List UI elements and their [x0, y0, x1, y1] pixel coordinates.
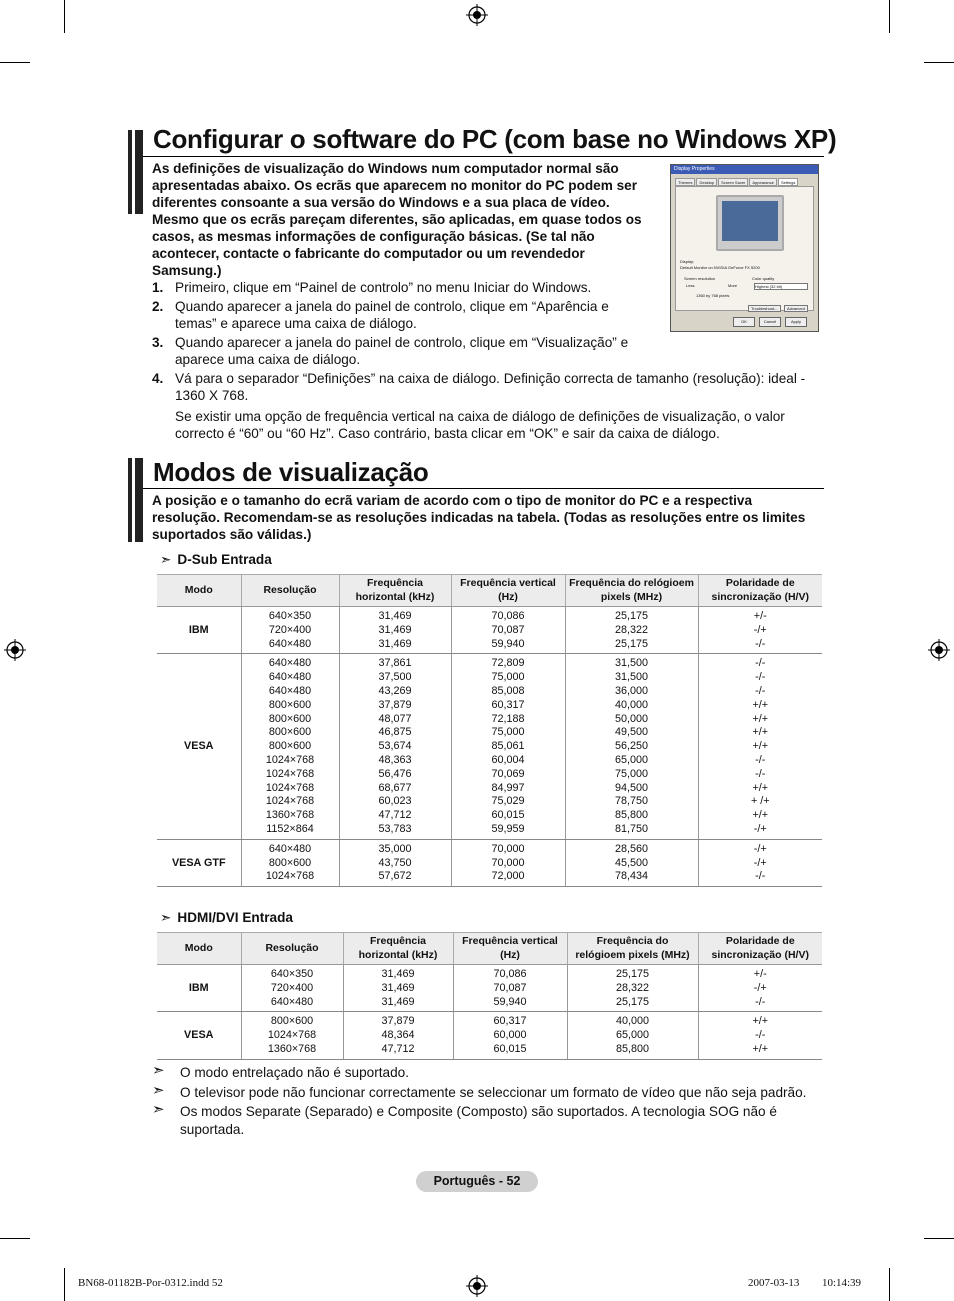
crop-mark: [924, 62, 954, 63]
pixel-clock-value: 25,175: [615, 968, 650, 980]
pixel-clock-value: 25,175: [614, 637, 649, 650]
h-freq-value: 48,363: [378, 753, 412, 766]
h-freq-value: 43,750: [378, 856, 412, 869]
polarity-cell: [698, 965, 822, 1012]
h-freq-value: 37,500: [378, 671, 412, 684]
ok-button: OK: [733, 317, 755, 327]
polarity-value: +/+: [752, 1015, 769, 1028]
v-freq-value: 75,000: [491, 671, 525, 684]
registration-mark-icon: [928, 639, 950, 661]
resolution-value: 720×400: [270, 981, 314, 994]
pixel-clock-value: 50,000: [614, 712, 649, 725]
resolution-value: 1024×768: [265, 767, 315, 780]
steps-list: [152, 279, 817, 444]
v-freq-value: 60,015: [493, 1042, 527, 1055]
v-freq-cell: [453, 1012, 567, 1059]
resolution-value: 640×480: [268, 842, 312, 855]
v-freq-value: 85,008: [491, 684, 525, 697]
h-freq-value: 37,861: [378, 657, 412, 670]
tab-appearance: Appearance: [749, 178, 777, 186]
registration-mark-icon: [466, 1275, 488, 1297]
header-v-freq: Frequência vertical (Hz): [451, 575, 565, 607]
resolution-value: 800×600: [268, 856, 312, 869]
v-freq-value: 75,000: [491, 726, 525, 739]
v-freq-value: 70,069: [491, 767, 525, 780]
pixel-clock-value: 94,500: [614, 781, 649, 794]
resolution-value: 1152×864: [266, 822, 314, 835]
v-freq-value: 60,015: [491, 809, 525, 822]
h-freq-value: 53,674: [378, 740, 412, 753]
h-freq-value: 57,672: [378, 870, 412, 883]
resolution-value: 800×600: [268, 740, 312, 753]
resolution-value: 1024×768: [265, 753, 315, 766]
v-freq-value: 60,000: [493, 1029, 527, 1042]
v-freq-value: 72,000: [491, 870, 525, 883]
table-row: [157, 607, 822, 654]
h-freq-value: 35,000: [378, 842, 412, 855]
polarity-cell: [698, 654, 822, 839]
polarity-value: +/+: [752, 781, 769, 794]
tab-themes: Themes: [675, 178, 695, 186]
table-row: [157, 839, 822, 886]
v-freq-value: 84,997: [491, 781, 525, 794]
h-freq-value: 31,469: [378, 637, 412, 650]
v-freq-value: 60,317: [493, 1015, 527, 1028]
v-freq-value: 75,029: [491, 795, 525, 808]
polarity-value: -/+: [753, 842, 767, 855]
pixel-clock-cell: [567, 965, 698, 1012]
h-freq-value: 60,023: [378, 795, 412, 808]
resolution-cell: [241, 654, 339, 839]
v-freq-value: 70,000: [491, 842, 525, 855]
h-freq-value: 47,712: [378, 809, 412, 822]
polarity-value: +/-: [753, 968, 767, 980]
crop-mark: [889, 1268, 890, 1301]
resolution-label: Screen resolution: [684, 276, 716, 281]
polarity-value: -/-: [755, 995, 766, 1008]
h-freq-value: 37,879: [381, 1015, 415, 1028]
v-freq-value: 70,000: [491, 856, 525, 869]
dsub-heading: ➣ D-Sub Entrada: [160, 552, 272, 567]
pixel-clock-value: 78,750: [614, 795, 649, 808]
pixel-clock-value: 25,175: [615, 995, 650, 1008]
v-freq-value: 70,086: [491, 610, 525, 622]
pixel-clock-value: 85,800: [615, 1042, 650, 1055]
resolution-value: 640×480: [268, 657, 312, 670]
pixel-clock-value: 40,000: [614, 698, 649, 711]
h-freq-value: 48,077: [378, 712, 412, 725]
v-freq-cell: [451, 839, 565, 886]
header-pixel-clock: Frequência do relógioem pixels (MHz): [565, 575, 698, 607]
crop-mark: [64, 0, 65, 33]
color-label: Color quality: [752, 276, 775, 281]
resolution-cell: [241, 839, 339, 886]
resolution-value: 640×350: [268, 610, 312, 622]
h-freq-value: 46,875: [378, 726, 412, 739]
pixel-clock-cell: [567, 1012, 698, 1059]
troubleshoot-button: Troubleshoot...: [748, 305, 781, 312]
polarity-value: -/+: [753, 623, 767, 636]
h-freq-value: 53,783: [378, 822, 412, 835]
notes-list: [152, 1064, 824, 1140]
advanced-button: Advanced: [784, 305, 808, 312]
polarity-cell: [698, 839, 822, 886]
window-title: Display Properties: [671, 165, 818, 174]
v-freq-value: 85,061: [491, 740, 525, 753]
polarity-value: -/-: [755, 657, 766, 670]
polarity-cell: [698, 607, 822, 654]
polarity-value: -/+: [753, 856, 767, 869]
v-freq-value: 60,004: [491, 753, 525, 766]
polarity-value: -/-: [755, 684, 766, 697]
resolution-value: 1360×768: [265, 809, 315, 822]
title-rule: [143, 156, 824, 157]
h-freq-cell: [339, 607, 451, 654]
v-freq-value: 70,087: [493, 981, 527, 994]
h-freq-cell: [339, 654, 451, 839]
intro-paragraph: As definições de visualização do Windows num computador normal são apresentadas abaixo. Os ecrãs que aparecem no monitor do PC podem ser diferentes consoante a sua versão do Windows e a sua placa de vídeo. Mesmo que os ecrãs pareçam diferentes, são aplicadas, em quase todos os casos, as mesmas informações de configuração básicas. (Se tal não acontecer, contacte o fabricante do computador ou um revendedor Samsung.): [152, 161, 642, 278]
polarity-value: +/+: [752, 712, 769, 725]
section-marker: [128, 130, 143, 214]
note-item: ➣ O televisor pode não funcionar correctamente se seleccionar um formato de vídeo que não seja padrão.: [152, 1081, 807, 1100]
polarity-value: +/+: [752, 726, 769, 739]
v-freq-value: 72,809: [491, 657, 525, 670]
tab-settings: Settings: [778, 178, 798, 186]
v-freq-cell: [451, 607, 565, 654]
polarity-value: -/-: [755, 1029, 766, 1042]
table-row: [157, 654, 822, 839]
table-header-row: [157, 933, 822, 965]
polarity-value: -/-: [755, 753, 766, 766]
color-value: Highest (32 bit): [754, 283, 808, 290]
resolution-value: 640×480: [270, 995, 314, 1008]
more-label: More: [728, 283, 738, 288]
crop-mark: [889, 0, 890, 33]
pixel-clock-value: 40,000: [615, 1015, 650, 1028]
resolution-value: 640×480: [268, 684, 312, 697]
pixel-clock-value: 31,500: [614, 671, 649, 684]
h-freq-value: 31,469: [381, 995, 415, 1008]
pixel-clock-cell: [565, 654, 698, 839]
resolution-value: 800×600: [268, 726, 312, 739]
pixel-clock-value: 25,175: [614, 610, 649, 622]
step-item: 4. Vá para o separador “Definições” na caixa de diálogo. Definição correcta de tamanho (resolução): ideal - 1360 X 768. Se existir uma opção de frequência vertical na caixa de diálogo de definições de visualização, o valor correcto é “60” ou “60 Hz”. Caso contrário, basta clicar em “OK” e sair da caixa de diálogo.: [152, 370, 806, 441]
h-freq-cell: [339, 839, 451, 886]
step-item: 2. Quando aparecer a janela do painel de controlo, clique em “Aparência e temas” e aparece uma caixa de diálogo.: [152, 298, 609, 331]
step-item: 3. Quando aparecer a janela do painel de controlo, clique em “Visualização” e aparece uma caixa de diálogo.: [152, 334, 629, 367]
mode-cell: IBM: [157, 965, 241, 1012]
pixel-clock-value: 85,800: [614, 809, 649, 822]
h-freq-value: 37,879: [378, 698, 412, 711]
resolution-value: 800×600: [268, 712, 312, 725]
header-polarity: Polaridade de sincronização (H/V): [698, 575, 822, 607]
header-h-freq: Frequência horizontal (kHz): [343, 933, 453, 965]
polarity-value: -/-: [755, 671, 766, 684]
v-freq-value: 70,087: [491, 623, 525, 636]
crop-mark: [924, 1238, 954, 1239]
cancel-button: Cancel: [759, 317, 781, 327]
header-mode: Modo: [157, 575, 241, 607]
v-freq-value: 70,086: [493, 968, 527, 980]
pixel-clock-value: 45,500: [614, 856, 649, 869]
header-h-freq: Frequência horizontal (kHz): [339, 575, 451, 607]
window-tabs: [675, 178, 814, 186]
resolution-value: 1360×768: [267, 1042, 317, 1055]
polarity-value: -/+: [753, 822, 767, 835]
mode-cell: IBM: [157, 607, 241, 654]
hdmi-table: [157, 932, 822, 1060]
note-item: ➣ Os modos Separate (Separado) e Composite (Composto) são suportados. A tecnologia SOG não é suportada.: [152, 1101, 777, 1137]
pixel-clock-cell: [565, 607, 698, 654]
file-slug: BN68-01182B-Por-0312.indd 52: [78, 1277, 223, 1289]
intro-paragraph: A posição e o tamanho do ecrã variam de acordo com o tipo de monitor do PC e a respectiva resolução. Recomendam-se as resoluções indicadas na tabela. (Todas as resoluções entre os limites suportados são válidas.): [152, 493, 806, 542]
hdmi-heading: ➣ HDMI/DVI Entrada: [160, 910, 293, 925]
crop-mark: [0, 62, 30, 63]
page-number-badge: Português - 52: [416, 1171, 538, 1192]
resolution-value: 1024×768: [265, 870, 315, 883]
resolution-cell: [241, 1012, 343, 1059]
resolution-value: 640×480: [268, 671, 312, 684]
resolution-cell: [241, 965, 343, 1012]
resolution-value: 800×600: [268, 698, 312, 711]
pixel-clock-value: 36,000: [614, 684, 649, 697]
pixel-clock-value: 56,250: [614, 740, 649, 753]
step-item: 1. Primeiro, clique em “Painel de controlo” no menu Iniciar do Windows.: [152, 280, 592, 295]
polarity-value: +/+: [752, 698, 769, 711]
date-slug: 2007-03-13 ￿￿ 10:14:39: [748, 1277, 862, 1289]
header-resolution: Resolução: [241, 575, 339, 607]
pixel-clock-value: 65,000: [614, 753, 649, 766]
h-freq-value: 31,469: [381, 981, 415, 994]
pixel-clock-value: 81,750: [614, 822, 649, 835]
header-mode: Modo: [157, 933, 241, 965]
polarity-cell: [698, 1012, 822, 1059]
polarity-value: -/-: [755, 870, 766, 883]
v-freq-value: 59,959: [491, 822, 525, 835]
v-freq-value: 59,940: [493, 995, 527, 1008]
resolution-value: 640×480: [268, 637, 312, 650]
h-freq-cell: [343, 1012, 453, 1059]
polarity-value: +/+: [752, 1042, 769, 1055]
section-marker: [128, 458, 143, 542]
display-label: Display:: [680, 259, 695, 264]
polarity-value: -/-: [755, 767, 766, 780]
title-rule: [143, 488, 824, 489]
pixel-clock-value: 78,434: [614, 870, 649, 883]
section-title: Modos de visualização: [153, 457, 429, 487]
resolution-value: 1024×768: [265, 795, 315, 808]
note-item: ➣ O modo entrelaçado não é suportado.: [152, 1062, 409, 1080]
v-freq-cell: [451, 654, 565, 839]
crop-mark: [64, 1268, 65, 1301]
pixel-clock-value: 31,500: [614, 657, 649, 670]
table-row: [157, 1012, 822, 1059]
section-title: Configurar o software do PC (com base no Windows XP): [153, 124, 837, 154]
h-freq-value: 68,677: [378, 781, 412, 794]
polarity-value: +/-: [753, 610, 767, 622]
pixel-clock-cell: [565, 839, 698, 886]
polarity-value: -/-: [755, 637, 766, 650]
polarity-value: +/+: [752, 809, 769, 822]
pixel-clock-value: 28,560: [614, 842, 649, 855]
pixel-clock-value: 49,500: [614, 726, 649, 739]
h-freq-value: 48,364: [381, 1029, 415, 1042]
registration-mark-icon: [4, 639, 26, 661]
h-freq-value: 31,469: [378, 623, 412, 636]
pixel-clock-value: 28,322: [614, 623, 649, 636]
resolution-value: 1360 by 768 pixels: [696, 293, 730, 298]
header-v-freq: Frequência vertical (Hz): [453, 933, 567, 965]
h-freq-value: 47,712: [381, 1042, 415, 1055]
registration-mark-icon: [466, 4, 488, 26]
polarity-value: + /+: [750, 795, 770, 808]
header-resolution: Resolução: [241, 933, 343, 965]
h-freq-value: 56,476: [378, 767, 412, 780]
h-freq-value: 31,469: [378, 610, 412, 622]
pixel-clock-value: 65,000: [615, 1029, 650, 1042]
h-freq-value: 31,469: [381, 968, 415, 980]
h-freq-value: 43,269: [378, 684, 412, 697]
apply-button: Apply: [785, 317, 807, 327]
polarity-value: +/+: [752, 740, 769, 753]
resolution-value: 720×400: [268, 623, 312, 636]
tab-screen-saver: Screen Saver: [718, 178, 748, 186]
pixel-clock-value: 75,000: [614, 767, 649, 780]
v-freq-value: 60,317: [491, 698, 525, 711]
v-freq-value: 59,940: [491, 637, 525, 650]
crop-mark: [0, 1238, 30, 1239]
mode-cell: VESA: [157, 654, 241, 839]
monitor-icon: [716, 195, 784, 251]
resolution-value: 1024×768: [265, 781, 315, 794]
header-pixel-clock: Frequência do relógioem pixels (MHz): [567, 933, 698, 965]
less-label: Less: [686, 283, 695, 288]
resolution-cell: [241, 607, 339, 654]
header-polarity: Polaridade de sincronização (H/V): [698, 933, 822, 965]
resolution-value: 800×600: [270, 1015, 314, 1028]
pixel-clock-value: 28,322: [615, 981, 650, 994]
h-freq-cell: [343, 965, 453, 1012]
table-row: [157, 965, 822, 1012]
polarity-value: -/+: [753, 981, 767, 994]
mode-cell: VESA: [157, 1012, 241, 1059]
v-freq-cell: [453, 965, 567, 1012]
table-header-row: [157, 575, 822, 607]
dsub-table: [157, 574, 822, 887]
tab-desktop: Desktop: [696, 178, 717, 186]
resolution-value: 1024×768: [267, 1029, 317, 1042]
mode-cell: VESA GTF: [157, 839, 241, 886]
v-freq-value: 72,188: [491, 712, 525, 725]
display-value: Default Monitor on NVIDIA GeForce FX 5200: [680, 265, 760, 270]
resolution-value: 640×350: [270, 968, 314, 980]
